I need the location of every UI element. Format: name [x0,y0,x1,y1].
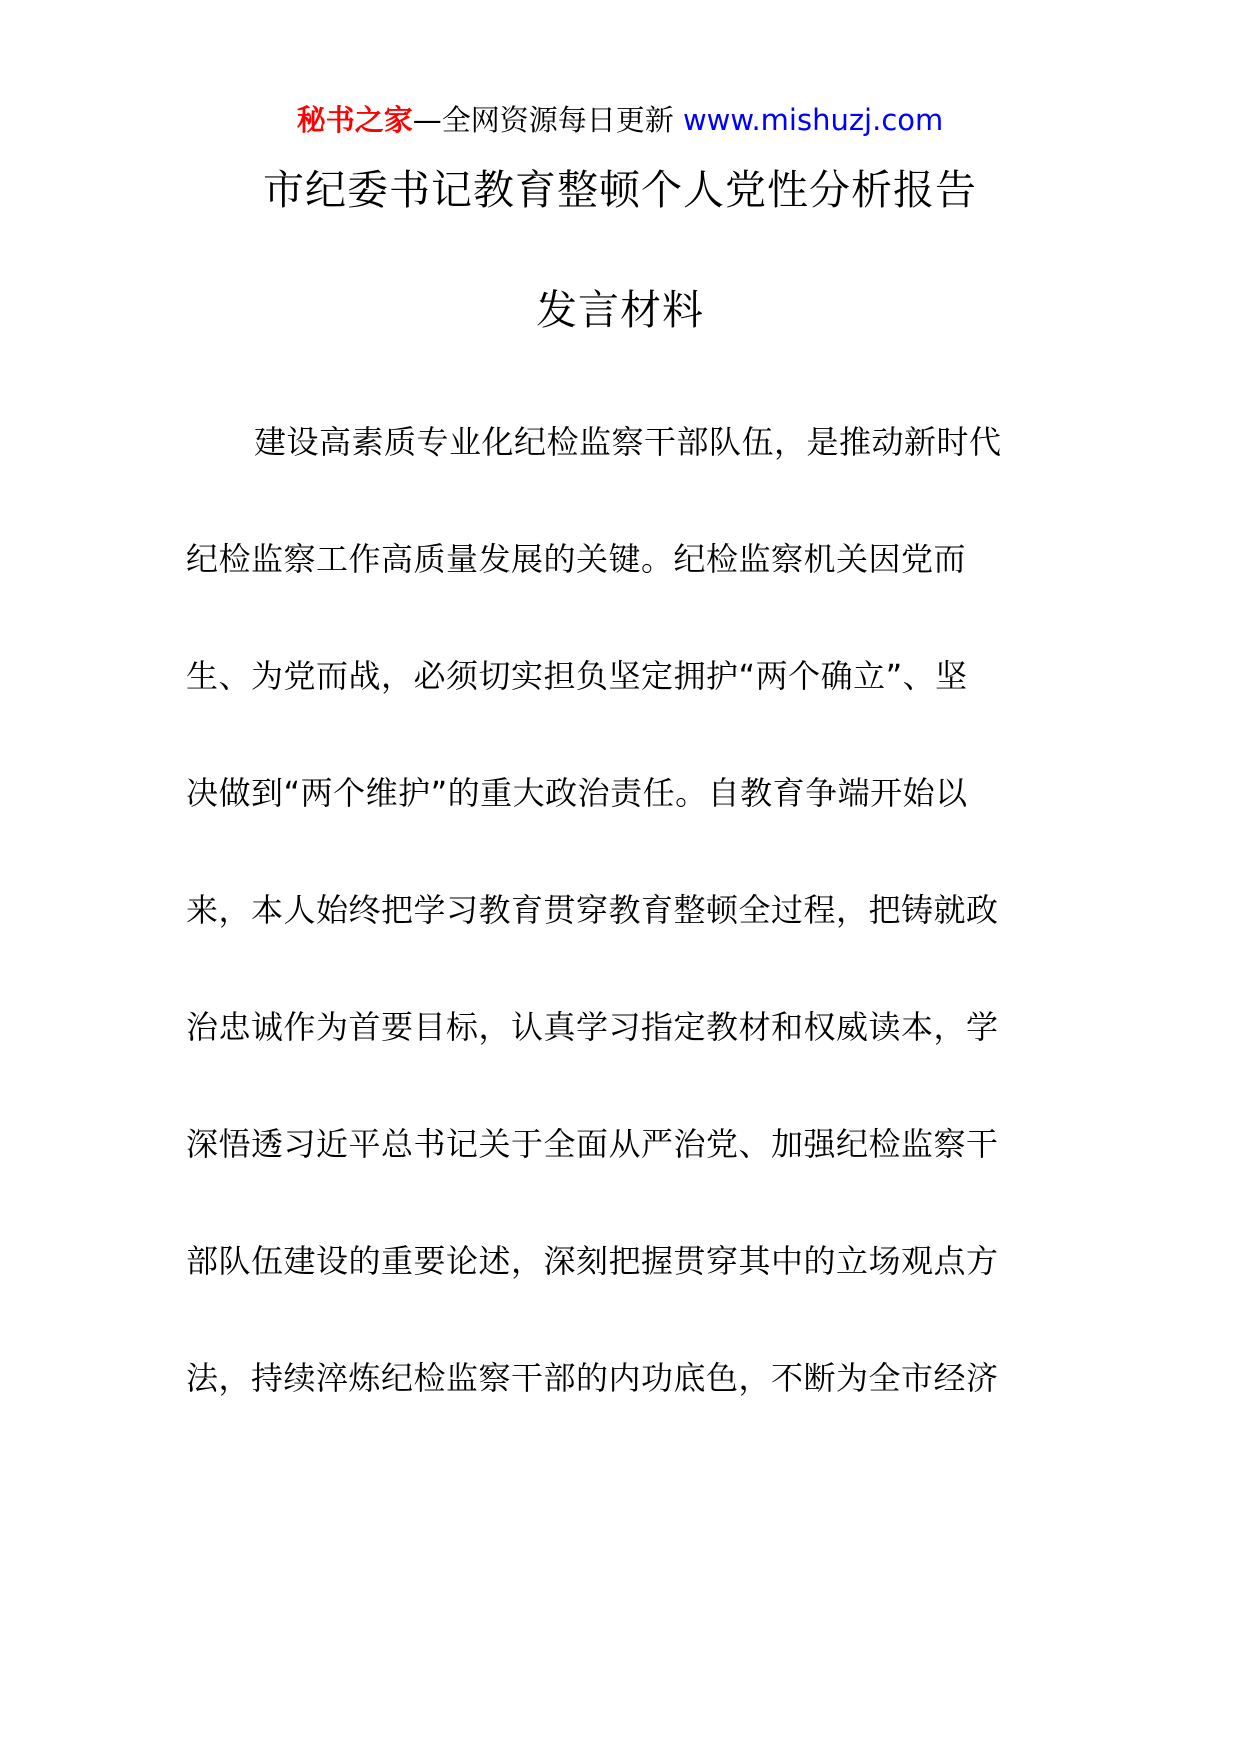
brand-name: 秘书之家 [296,103,413,137]
body-text-line: 治忠诚作为首要目标，认真学习指定教材和权威读本，学 [186,1008,999,1046]
document-title-line-1: 市纪委书记教育整顿个人党性分析报告 [263,166,977,214]
body-text-line: 建设高素质专业化纪检监察干部队伍，是推动新时代 [254,423,1002,461]
site-url-link[interactable]: www.mishuzj.com [682,103,944,137]
body-text-line: 纪检监察工作高质量发展的关键。纪检监察机关因党而 [186,540,967,578]
site-header [0,100,1240,140]
document-title-line-2: 发言材料 [536,286,704,334]
body-text-line: 部队伍建设的重要论述，深刻把握贯穿其中的立场观点方 [186,1242,999,1280]
body-text-line: 生、为党而战，必须切实担负坚定拥护“两个确立”、坚 [186,657,968,695]
body-text-line: 来，本人始终把学习教育贯穿教育整顿全过程，把铸就政 [186,891,999,929]
body-text-line: 深悟透习近平总书记关于全面从严治党、加强纪检监察干 [186,1125,999,1163]
body-text-line: 决做到“两个维护”的重大政治责任。自教育争端开始以 [186,774,968,812]
header-tagline: —全网资源每日更新 [412,103,683,137]
body-text-line: 法，持续淬炼纪检监察干部的内功底色，不断为全市经济 [186,1359,999,1397]
